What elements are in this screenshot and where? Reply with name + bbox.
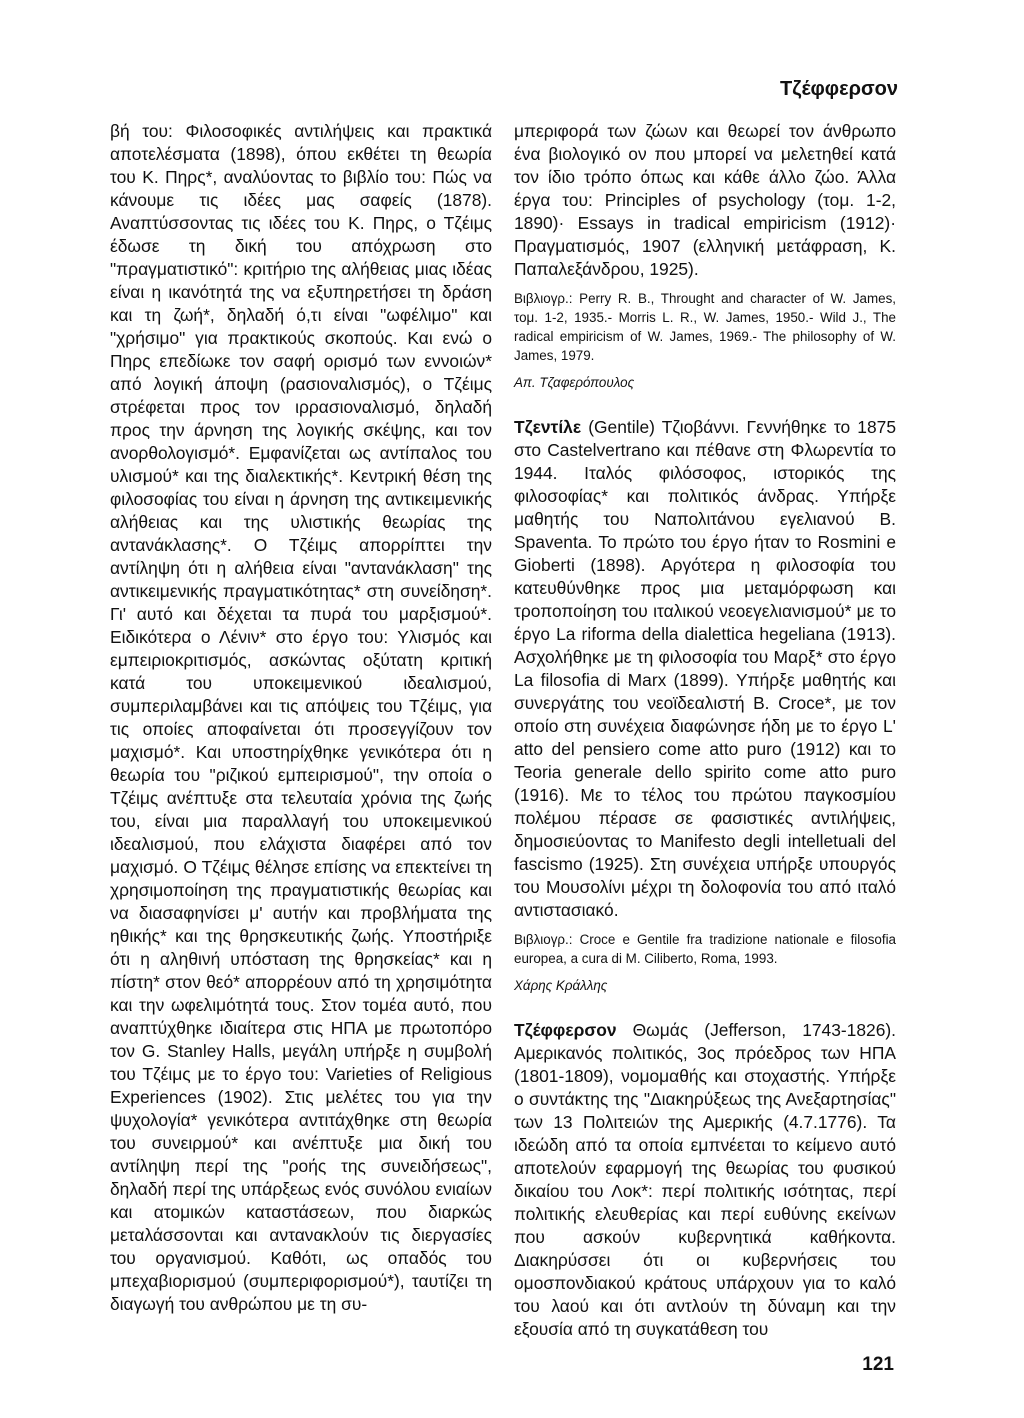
gentile-headword: Τζεντίλε <box>514 417 582 437</box>
gentile-bibliography: Βιβλιογρ.: Croce e Gentile fra tradizione nationale e filosofia europea, a cura di M. Ciliberto, Roma, 1993. <box>514 932 896 966</box>
jefferson-entry-text: Θωμάς (Jefferson, 1743-1826). Αμερικανός πολιτικός, 3ος πρόεδρος των ΗΠΑ (1801-1809), νομομαθής και στοχαστής. Υπήρξε ο συντάκτης της "Διακηρύξεως της Ανεξαρτησίας" των 13 Πολιτειών της Αμερικής (4.7.1776). Τα ιδεώδη από τα οποία εμπνέεται το κείμενο αυτό αποτελούν εφαρμογή της θεωρίας του φυσικού δικαίου του Λοκ*: περί πολιτικής ισότητας, περί πολιτικής ελευθερίας και περί ευθύνης εκείνων που ασκούν κυβερνητικά καθήκοντα. Διακηρύσσει ότι οι κυβερνήσεις του ομοσπονδιακού κράτους υπάρχουν για το καλό του λαού και ότι αντλούν τη δύναμη και την εξουσία από τη συγκατάθεση του <box>514 1020 896 1339</box>
jefferson-entry <box>514 1019 896 1341</box>
gentile-author: Χάρης Κράλλης <box>514 978 608 993</box>
gentile-entry-text: (Gentile) Τζιοβάννι. Γεννήθηκε το 1875 στο Castelvertrano και πέθανε στη Φλωρεντία το 1944. Ιταλός φιλόσοφος, ιστορικός της φιλοσοφίας* και πολιτικός άνδρας. Υπήρξε μαθητής του Ναπολιτάνου εγελιανού B. Spaventa. Το πρώτο του έργο ήταν το Rosmini e Gioberti (1898). Αργότερα η φιλοσοφία του κατευθύνθηκε προς μια μεταμόρφωση και τροποποίηση του ιταλικού νεοεγελιανισμού* με το έργο La riforma della dialettica hegeliana (1913). Ασχολήθηκε με τη φιλοσοφία του Μαρξ* στο έργο La filosofia di Marx (1899). Υπήρξε μαθητής και συνεργάτης του νεοϊδεαλιστή B. Croce*, με τον οποίο στη συνέχεια διαφώνησε ήδη με το έργο L' atto del pensiero come atto puro (1912) και το Teoria generale dello spirito come atto puro (1916). Με το τέλος του πρώτου παγκοσμίου πολέμου πέρασε σε φασιστικές αντιλήψεις, δημοσιεύοντας το Manifesto degli intelletuali del fascismo (1925). Στη συνέχεια υπήρξε υπουργός του Μουσολίνι μέχρι τη δολοφονία του από ιταλό αντιστασιακό. <box>514 417 896 920</box>
james-author: Απ. Τζαφερόπουλος <box>514 375 635 390</box>
james-entry-text: βή του: Φιλοσοφικές αντιλήψεις και πρακτικά αποτελέσματα (1898), όπου εκθέτει τη θεωρία του Κ. Πηρς*, αναλύοντας το βιβλίο του: Πώς να κάνουμε τις ιδέες μας σαφείς (1878). Αναπτύσσοντας τις ιδέες του Κ. Πηρς, ο Τζέιμς έδωσε τη δική του απόχρωση στο "πραγματιστικό": κριτήριο της αλήθειας μιας ιδέας είναι η ικανότητά της να εξυπηρετήσει τη δράση και τη ζωή*, δηλαδή ό,τι είναι "ωφέλιμο" και "χρήσιμο" για πρακτικούς σκοπούς. Και ενώ ο Πηρς επεδίωκε τον σαφή ορισμό των εννοιών* από λογική άποψη (ρασιοναλισμός), ο Τζέιμς στρέφεται προς τον ιρρασιοναλισμό, δηλαδή προς την άρνηση της λογικής σκέψης, και τον ανορθολογισμό*. Εμφανίζεται ως αντίπαλος του υλισμού* και της διαλεκτικής*. Κεντρική θέση της φιλοσοφίας του είναι η άρνηση της αντικειμενικής αλήθειας και της υλιστικής θεωρίας της αντανάκλασης*. Ο Τζέιμς απορρίπτει την αντίληψη ότι η αλήθεια είναι "αντανάκλαση" της αντικειμενικής πραγματικότητας* στη συνείδηση*. Γι' αυτό και δέχεται τα πυρά του μαρξισμού*. Ειδικότερα ο Λένιν* στο έργο του: Υλισμός και εμπειριοκριτισμός, ασκώντας οξύτατη κριτική κατά του υποκειμενικού ιδεαλισμού, συμπεριλαμβάνει και τις απόψεις του Τζέιμς, για τις οποίες αποφαίνεται ότι προσεγγίζουν τον μαχισμό*. Και υποστηρίχθηκε γενικότερα ότι η θεωρία του "ριζικού εμπειρισμού", την οποία ο Τζέιμς ανέπτυξε στα τελευταία χρόνια της ζωής του, είναι μια παραλλαγή του υποκειμενικού ιδεαλισμού, που ελάχιστα διαφέρει από τον μαχισμό. Ο Τζέιμς θέλησε επίσης να επεκτείνει τη χρησιμοποίηση της πραγματιστικής θεωρίας και να διασαφηνίσει μ' αυτήν και προβλήματα της ηθικής* και της θρησκευτικής ζωής. Υποστήριξε ότι η αληθινή υπόσταση της θρησκείας* και η πίστη* στον θεό* απορρέουν από τη χρησιμότητα και την ωφελιμότητά τους. Στον τομέα αυτό, που αναπτύχθηκε ιδιαίτερα στις ΗΠΑ με πρωτοπόρο τον G. Stanley Halls, μεγάλη υπήρξε η συμβολή του Τζέιμς με το έργο του: Varieties of Religious Experiences (1902). Στις μελέτες του για την ψυχολογία* γενικότερα αντιτάχθηκε στη θεωρία του συνειρμού* και ανέπτυξε μια δική του αντίληψη περί της "ροής της συνειδήσεως", δηλαδή περί της υπάρξεως ενός συνόλου ενιαίων και ατομικών καταστάσεων, που διαρκώς μεταλάσσονται και αντανακλούν τις διεργασίες του οργανισμού. Καθότι, ως οπαδός του μπεχαβιορισμού (συμπεριφορισμού*), ταυτίζει τη διαγωγή του ανθρώπου με τη συ- <box>110 121 492 1314</box>
page-number: 121 <box>862 1354 894 1375</box>
left-column <box>110 120 492 1324</box>
james-entry-continuation: μπεριφορά των ζώων και θεωρεί τον άνθρωπο ένα βιολογικό ον που μπορεί να μελετηθεί κατά τον ίδιο τρόπο όπως και κάθε άλλο ζώο. Άλλα έργα του: Principles of psychology (τομ. 1-2, 1890)· Essays in tradical empiricism (1912)· Πραγματισμός, 1907 (ελληνική μετάφραση, Κ. Παπαλεξάνδρου, 1925). <box>514 121 896 279</box>
right-column <box>514 120 896 1349</box>
james-bibliography: Βιβλιογρ.: Perry R. B., Throught and character of W. James, τομ. 1-2, 1935.- Morris L. R., W. James, 1950.- Wild J., The radical empiricism of W. James, 1969.- The philosophy of W. James, 1979. <box>514 291 896 363</box>
jefferson-headword: Τζέφφερσον <box>514 1020 617 1040</box>
gentile-entry <box>514 416 896 922</box>
running-head: Τζέφφερσον <box>780 78 898 100</box>
